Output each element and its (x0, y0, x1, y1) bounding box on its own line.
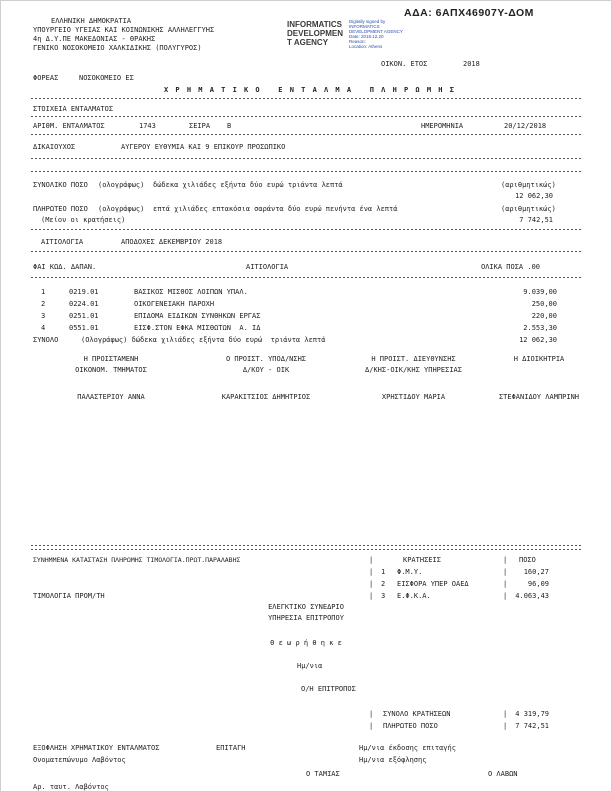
foreas-value: ΝΟΣΟΚΟΜΕΙΟ ΕΣ (79, 74, 134, 82)
dashed-divider (31, 549, 583, 550)
foreas-label: ΦΟΡΕΑΣ (33, 74, 59, 82)
signature-subtitle-2: Δ/ΚΟΥ - ΟΙΚ (242, 366, 290, 374)
expense-row-code: 0551.01 (69, 324, 99, 332)
expense-row-num: 4 (41, 324, 46, 332)
column-separator: | (503, 568, 508, 576)
expense-row-amount: 2.553,30 (523, 324, 557, 332)
deductions-header-label: ΚΡΑΤΗΣΕΙΣ (403, 556, 441, 564)
ada-number: ΑΔΑ: 6ΑΠΧ46907Υ-ΔΟΜ (404, 7, 534, 19)
payoff-date-label: Ημ/νια εξόφλησης (359, 756, 427, 764)
deductions-header-amount: ΠΟΣΟ (519, 556, 536, 564)
column-separator: | (369, 722, 374, 730)
deduction-row-amount: 96,09 (527, 580, 549, 588)
court-date-label: Ημ/νια (297, 662, 323, 670)
beneficiary-value: ΑΥΓΕΡΟΥ ΕΥΘΥΜΙΑ ΚΑΙ 9 ΕΠΙΚΟΥΡ ΠΡΟΣΩΠΙΚΟ (121, 143, 286, 151)
dashed-divider (31, 251, 583, 252)
digital-signature-line-1: Digitally signed by (349, 19, 386, 24)
recipient-name-label: Ονοματεπώνυμο Λαβόντος (33, 756, 126, 764)
payable-amount-numeric-label: (αριθμητικώς) (501, 205, 556, 213)
expense-total-label: ΣΥΝΟΛΟ (33, 336, 59, 344)
payable-amount-label: ΠΛΗΡΩΤΕΟ ΠΟΣΟ (33, 205, 88, 213)
deduction-row-amount: 4.063,43 (515, 592, 549, 600)
deduction-row-label: Φ.Μ.Υ. (397, 568, 423, 576)
cashier-label: Ο ΤΑΜΙΑΣ (306, 770, 340, 778)
dashed-divider (31, 171, 583, 172)
dashed-divider (31, 134, 583, 135)
column-separator: | (369, 580, 374, 588)
approved-stamp-text: Θ ε ω ρ ή θ η κ ε (270, 639, 342, 647)
deduction-row-label: Ε.Φ.Κ.Α. (397, 592, 431, 600)
deduction-row-num: 2 (381, 580, 386, 588)
expense-row-num: 2 (41, 300, 46, 308)
column-separator: | (503, 722, 508, 730)
settlement-title: ΕΞΟΦΛΗΣΗ ΧΡΗΜΑΤΙΚΟΥ ΕΝΤΑΛΜΑΤΟΣ (33, 744, 160, 752)
attachments-line: ΣΥΝΗΜΜΕΝΑ ΚΑΤΑΣΤΑΣΗ ΠΛΗΡΩΜΗΣ ΤΙΜΟΛΟΓΙΑ.ΠΡΩΤ.ΠΑΡΑΛΑΒΗΣ (33, 556, 241, 564)
expense-row-num: 1 (41, 288, 46, 296)
document-title: Χ Ρ Η Μ Α Τ Ι Κ Ο Ε Ν Τ Α Λ Μ Α Π Λ Η Ρ Ω Μ Η Σ (164, 86, 456, 94)
total-amount-numeric-label: (αριθμητικώς) (501, 181, 556, 189)
org-line-3: 4η Δ.Υ.ΠΕ ΜΑΚΕΔΟΝΙΑΣ - ΘΡΑΚΗΣ (33, 35, 156, 43)
digital-signature-line-2: INFORMATICS (349, 24, 380, 29)
column-separator: | (503, 556, 508, 564)
column-separator: | (369, 592, 374, 600)
dashed-divider (31, 98, 583, 99)
column-separator: | (503, 580, 508, 588)
digital-signature-line-3: DEVELOPMENT AGENCY (349, 29, 403, 34)
signature-title-2: Ο ΠΡΟΙΣΤ. ΥΠΟΔ/ΝΣΗΣ (225, 355, 307, 363)
org-line-4: ΓΕΝΙΚΟ ΝΟΣΟΚΟΜΕΙΟ ΧΑΛΚΙΔΙΚΗΣ (ΠΟΛΥΓΥΡΟΣ) (33, 44, 202, 52)
signature-subtitle-3: Δ/ΚΗΣ-ΟΙΚ/ΚΗΣ ΥΠΗΡΕΣΙΑΣ (365, 366, 462, 374)
expense-total-amount: 12 062,30 (519, 336, 557, 344)
entalma-number-label: ΑΡΙΘΜ. ΕΝΤΑΛΜΑΤΟΣ (33, 122, 105, 130)
digital-signature-line-5: Reason: (349, 39, 366, 44)
payable-amount-numeric: 7 742,51 (519, 216, 553, 224)
entalma-date-label: ΗΜΕΡΟΜΗΝΙΑ (421, 122, 464, 130)
column-separator: | (369, 710, 374, 718)
section-entalma-details-title: ΣΤΟΙΧΕΙΑ ΕΝΤΑΛΜΑΤΟΣ (33, 105, 114, 113)
signature-name-1: ΠΑΛΑΣΤΕΡΙΟΥ ΑΝΝΑ (77, 393, 145, 401)
total-amount-words: δώδεκα χιλιάδες εξήντα δύο ευρώ τριάντα λεπτά (153, 181, 343, 189)
justification-value: ΑΠΟΔΟΧΕΣ ΔΕΚΕΜΒΡΙΟΥ 2018 (121, 238, 223, 246)
dashed-divider (31, 229, 583, 230)
digital-signature-line-6: Location: Athens (349, 44, 383, 49)
deduction-row-label: ΕΙΣΦΟΡΑ ΥΠΕΡ ΟΑΕΔ (397, 580, 469, 588)
check-issue-date-label: Ημ/νια έκδοσης επιταγής (359, 744, 456, 752)
stamp-agency-line-1: INFORMATICS (287, 20, 342, 29)
deductions-total-amount: 4 319,79 (515, 710, 549, 718)
column-separator: | (503, 592, 508, 600)
expense-col-code-header: ΦΑΙ ΚΩΔ. ΔΑΠΑΝ. (33, 263, 97, 271)
deductions-total-label: ΣΥΝΟΛΟ ΚΡΑΤΗΣΕΩΝ (383, 710, 451, 718)
expense-row-desc: ΕΠΙΔΟΜΑ ΕΙΔΙΚΩΝ ΣΥΝΘΗΚΩΝ ΕΡΓΑΣ (134, 312, 261, 320)
expense-row-num: 3 (41, 312, 46, 320)
expense-total-words: (Ολογράφως) δώδεκα χιλιάδες εξήντα δύο ευρώ τριάντα λεπτά (81, 336, 326, 344)
beneficiary-label: ΔΙΚΑΙΟΥΧΟΣ (33, 143, 76, 151)
column-separator: | (503, 710, 508, 718)
signature-name-2: ΚΑΡΑΚΙΤΣΙΟΣ ΔΗΜΗΤΡΙΟΣ (221, 393, 311, 401)
dashed-divider (31, 545, 583, 546)
expense-row-code: 0219.01 (69, 288, 99, 296)
expense-row-desc: ΕΙΣΦ.ΣΤΟΝ ΕΦΚΑ ΜΙΣΘΩΤΩΝ Α. ΙΔ (134, 324, 261, 332)
signature-subtitle-1: ΟΙΚΟΝΟΜ. ΤΜΗΜΑΤΟΣ (75, 366, 147, 374)
dashed-divider (31, 277, 583, 278)
check-label: ΕΠΙΤΑΓΗ (216, 744, 246, 752)
deduction-row-num: 3 (381, 592, 386, 600)
minus-deductions-note: (Μείον οι κρατήσεις) (41, 216, 126, 224)
total-amount-words-label: (ολογράφως) (98, 181, 145, 189)
expense-row-desc: ΟΙΚΟΓΕΝΕΙΑΚΗ ΠΑΡΟΧΗ (134, 300, 215, 308)
recipient-label: Ο ΛΑΒΩΝ (488, 770, 518, 778)
org-line-2: ΥΠΟΥΡΓΕΙΟ ΥΓΕΙΑΣ ΚΑΙ ΚΟΙΝΩΝΙΚΗΣ ΑΛΛΗΛΕΓΓΥΗΣ (33, 26, 215, 34)
column-separator: | (369, 568, 374, 576)
expense-row-code: 0224.01 (69, 300, 99, 308)
justification-label: ΑΙΤΙΟΛΟΓΙΑ (41, 238, 84, 246)
deduction-row-num: 1 (381, 568, 386, 576)
net-payable-amount: 7 742,51 (515, 722, 549, 730)
digital-signature-line-4: Date: 2018.12.20 (349, 34, 384, 39)
org-line-1: ΕΛΛΗΝΙΚΗ ΔΗΜΟΚΡΑΤΙΑ (51, 17, 132, 25)
expense-row-amount: 9.039,00 (523, 288, 557, 296)
expense-row-amount: 250,00 (531, 300, 557, 308)
entalma-date-value: 20/12/2018 (504, 122, 547, 130)
recipient-id-label: Αρ. ταυτ. Λαβόντος (33, 783, 109, 791)
dashed-divider (31, 116, 583, 117)
stamp-agency-line-3: T AGENCY (287, 38, 329, 47)
signature-title-1: Η ΠΡΟΙΣΤΑΜΕΝΗ (83, 355, 139, 363)
signature-title-3: Η ΠΡΟΙΣΤ. ΔΙΕΥΘΥΝΣΗΣ (371, 355, 456, 363)
payable-amount-words-label: (ολογράφως) (98, 205, 145, 213)
dashed-divider (31, 158, 583, 159)
expense-col-desc-header: ΑΙΤΙΟΛΟΓΙΑ (246, 263, 289, 271)
column-separator: | (369, 556, 374, 564)
seira-label: ΣΕΙΡΑ (189, 122, 211, 130)
expense-row-desc: ΒΑΣΙΚΟΣ ΜΙΣΘΟΣ ΛΟΙΠΩΝ ΥΠΑΛ. (134, 288, 248, 296)
signature-name-3: ΧΡΗΣΤΙΔΟΥ ΜΑΡΙΑ (381, 393, 446, 401)
signature-title-4: Η ΔΙΟΙΚΗΤΡΙΑ (513, 355, 565, 363)
court-of-audit-line: ΕΛΕΓΚΤΙΚΟ ΣΥΝΕΔΡΙΟ (268, 603, 344, 611)
expense-col-amount-header: ΟΛΙΚΑ ΠΟΣΑ .00 (481, 263, 541, 271)
net-payable-label: ΠΛΗΡΩΤΕΟ ΠΟΣΟ (383, 722, 438, 730)
stamp-agency-line-2: DEVELOPMEN (287, 29, 344, 38)
fiscal-year-value: 2018 (463, 60, 480, 68)
commissioner-label: Ο/Η ΕΠΙΤΡΟΠΟΣ (301, 685, 356, 693)
payable-amount-words: επτά χιλιάδες επτακόσια σαράντα δύο ευρώ πενήντα ένα λεπτά (153, 205, 398, 213)
expense-row-code: 0251.01 (69, 312, 99, 320)
total-amount-numeric: 12 062,30 (515, 192, 553, 200)
signature-name-4: ΣΤΕΦΑΝΙΔΟΥ ΛΑΜΠΡΙΝΗ (498, 393, 580, 401)
deduction-row-amount: 160,27 (523, 568, 549, 576)
total-amount-label: ΣΥΝΟΛΙΚΟ ΠΟΣΟ (33, 181, 88, 189)
commissioner-service-line: ΥΠΗΡΕΣΙΑ ΕΠΙΤΡΟΠΟΥ (268, 614, 344, 622)
supplier-invoices-label: ΤΙΜΟΛΟΓΙΑ ΠΡΟΜ/ΤΗ (33, 592, 105, 600)
expense-row-amount: 220,00 (531, 312, 557, 320)
fiscal-year-label: ΟΙΚΟΝ. ΕΤΟΣ (381, 60, 428, 68)
seira-value: Β (227, 122, 232, 130)
entalma-number-value: 1743 (139, 122, 156, 130)
